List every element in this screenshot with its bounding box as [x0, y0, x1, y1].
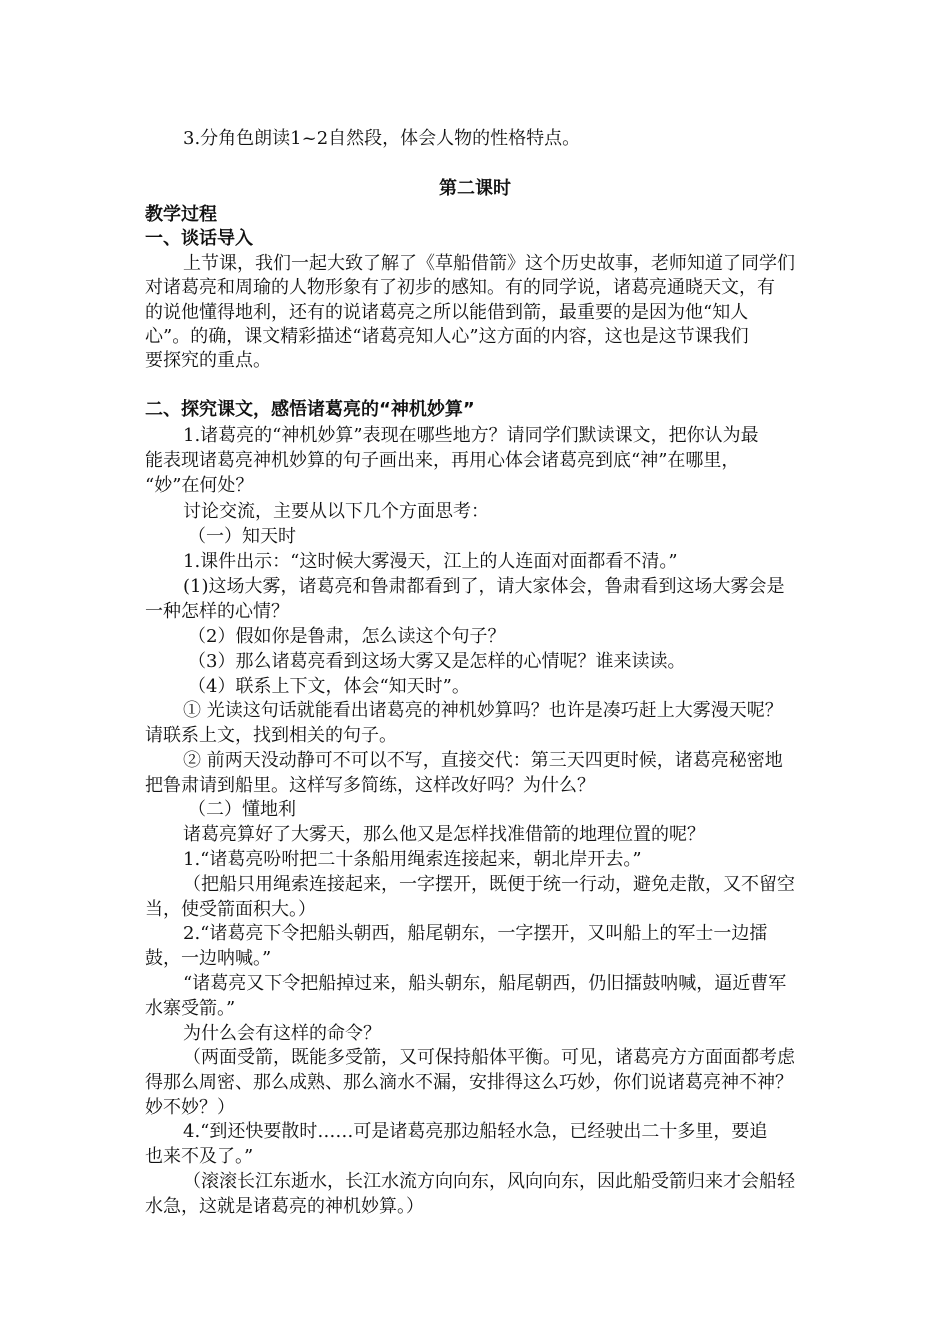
paragraph-line: “妙”在何处？: [145, 475, 254, 496]
paragraph-line: （2）假如你是鲁肃，怎么读这个句子？: [188, 626, 506, 647]
paragraph-line: 讨论交流，主要从以下几个方面思考：: [183, 501, 489, 522]
paragraph-line: 要探究的重点。: [145, 350, 271, 371]
paragraph-line: ② 前两天没动静可不可以不写，直接交代：第三天四更时候，诸葛亮秘密地: [183, 750, 783, 771]
paragraph-line: 对诸葛亮和周瑜的人物形象有了初步的感知。有的同学说，诸葛亮通晓天文，有: [145, 277, 775, 298]
paragraph-line: 心”。的确，课文精彩描述“诸葛亮知人心”这方面的内容，这也是这节课我们: [145, 326, 749, 347]
paragraph-line: 水急，这就是诸葛亮的神机妙算。）: [145, 1196, 424, 1217]
paragraph-line: 水寨受箭。”: [145, 998, 236, 1019]
paragraph-line: 上节课，我们一起大致了解了《草船借箭》这个历史故事，老师知道了同学们: [183, 253, 795, 274]
paragraph-line: 一种怎样的心情？: [145, 601, 289, 622]
paragraph-line: (1)这场大雾，诸葛亮和鲁肃都看到了，请大家体会，鲁肃看到这场大雾会是: [183, 576, 785, 597]
paragraph-line: 1.课件出示：“这时候大雾漫天，江上的人连面对面都看不清。”: [183, 551, 678, 572]
lesson-title: 第二课时: [439, 178, 511, 199]
paragraph-line: 能表现诸葛亮神机妙算的句子画出来，再用心体会诸葛亮到底“神”在哪里，: [145, 450, 740, 471]
paragraph-line: （滚滚长江东逝水，长江水流方向向东，风向向东，因此船受箭归来才会船轻: [183, 1171, 795, 1192]
paragraph-line: （3）那么诸葛亮看到这场大雾又是怎样的心情呢？谁来读读。: [188, 651, 686, 672]
paragraph-line: （4）联系上下文，体会“知天时”。: [188, 676, 470, 697]
paragraph-line: 当，使受箭面积大。）: [145, 899, 316, 920]
process-heading: 教学过程: [145, 204, 217, 225]
paragraph-line: 请联系上文，找到相关的句子。: [145, 725, 397, 746]
paragraph-line: 1.诸葛亮的“神机妙算”表现在哪些地方？请同学们默读课文，把你认为最: [183, 425, 759, 446]
paragraph-line: “诸葛亮又下令把船掉过来，船头朝东，船尾朝西，仍旧擂鼓呐喊，逼近曹军: [183, 973, 787, 994]
paragraph-line: ① 光读这句话就能看出诸葛亮的神机妙算吗？也许是凑巧赶上大雾漫天呢？: [183, 700, 783, 721]
paragraph-line: （两面受箭，既能多受箭，又可保持船体平衡。可见，诸葛亮方方面面都考虑: [183, 1047, 795, 1068]
paragraph-line: 把鲁肃请到船里。这样写多简练，这样改好吗？为什么？: [145, 775, 595, 796]
paragraph-line: 2.“诸葛亮下令把船头朝西，船尾朝东，一字摆开，又叫船上的军士一边擂: [183, 923, 768, 944]
paragraph-line: （把船只用绳索连接起来，一字摆开，既便于统一行动，避免走散，又不留空: [183, 874, 795, 895]
top-item-line: 3.分角色朗读1~2自然段，体会人物的性格特点。: [183, 128, 581, 149]
paragraph-line: （二）懂地利: [188, 799, 296, 820]
paragraph-line: 的说他懂得地利，还有的说诸葛亮之所以能借到箭，最重要的是因为他“知人: [145, 302, 749, 323]
section1-heading: 一、谈话导入: [145, 228, 253, 249]
paragraph-line: 鼓，一边呐喊。”: [145, 948, 272, 969]
paragraph-line: （一）知天时: [188, 526, 296, 547]
paragraph-line: 为什么会有这样的命令？: [183, 1023, 381, 1044]
section2-heading: 二、探究课文，感悟诸葛亮的“神机妙算”: [145, 399, 475, 420]
paragraph-line: 4.“到还快要散时……可是诸葛亮那边船轻水急，已经驶出二十多里，要追: [183, 1121, 768, 1142]
paragraph-line: 诸葛亮算好了大雾天，那么他又是怎样找准借箭的地理位置的呢？: [183, 824, 705, 845]
paragraph-line: 得那么周密、那么成熟、那么滴水不漏，安排得这么巧妙，你们说诸葛亮神不神？: [145, 1072, 793, 1093]
paragraph-line: 1.“诸葛亮吩咐把二十条船用绳索连接起来，朝北岸开去。”: [183, 849, 642, 870]
paragraph-line: 也来不及了。”: [145, 1146, 254, 1167]
paragraph-line: 妙不妙？）: [145, 1097, 235, 1118]
